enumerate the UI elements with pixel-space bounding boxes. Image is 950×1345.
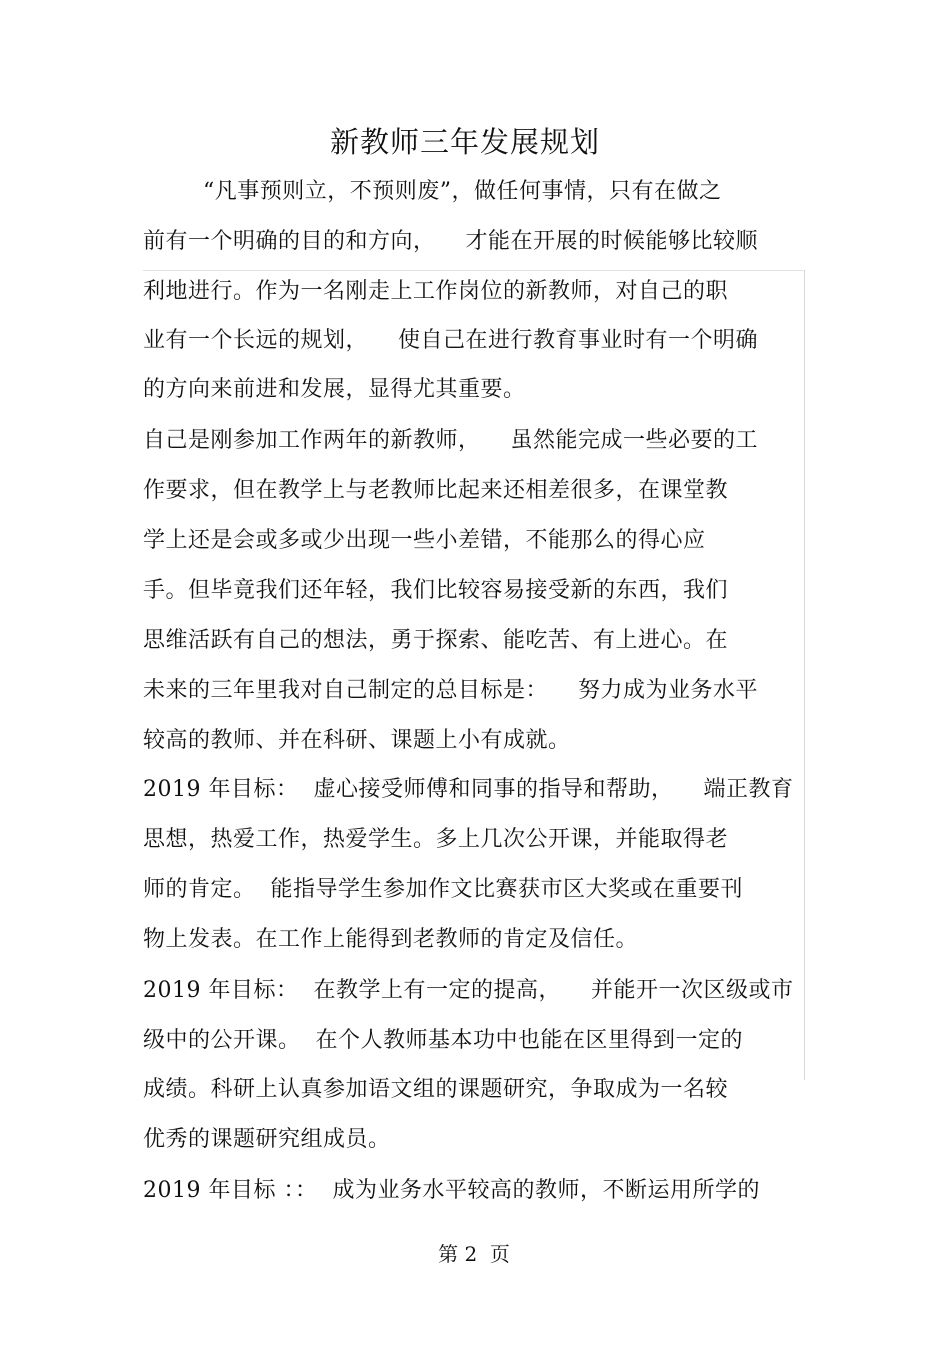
paragraph-line: 级中的公开课。 在个人教师基本功中也能在区里得到一定的	[143, 1028, 743, 1053]
paragraph-line: 的方向来前进和发展，显得尤其重要。	[143, 377, 526, 402]
paragraph-line: 2019 年目标 ：： 成为业务水平较高的教师，不断运用所学的	[143, 1178, 760, 1203]
paragraph-line: 优秀的课题研究组成员。	[143, 1127, 391, 1152]
frame-border-right	[804, 270, 805, 1080]
paragraph-line: 手。但毕竟我们还年轻，我们比较容易接受新的东西，我们	[143, 578, 729, 603]
paragraph-line: 物上发表。在工作上能得到老教师的肯定及信任。	[143, 927, 639, 952]
frame-border-top	[143, 270, 805, 271]
paragraph-line: 思维活跃有自己的想法，勇于探索、能吃苦、有上进心。在	[143, 628, 729, 653]
paragraph-line: 成绩。科研上认真参加语文组的课题研究，争取成为一名较	[143, 1077, 729, 1102]
paragraph-line: 较高的教师、并在科研、课题上小有成就。	[143, 728, 571, 753]
paragraph-line: 作要求，但在教学上与老教师比起来还相差很多，在课堂教	[143, 478, 729, 503]
document-title: 新教师三年发展规划	[329, 125, 600, 159]
paragraph-line: 2019 年目标： 虚心接受师傅和同事的指导和帮助， 端正教育	[143, 777, 794, 802]
paragraph-line: 学上还是会或多或少出现一些小差错，不能那么的得心应	[143, 528, 706, 553]
paragraph-line: 自己是刚参加工作两年的新教师， 虽然能完成一些必要的工	[143, 428, 758, 453]
paragraph-line: 业有一个长远的规划， 使自己在进行教育事业时有一个明确	[143, 328, 758, 353]
paragraph-line: 2019 年目标： 在教学上有一定的提高， 并能开一次区级或市	[143, 978, 794, 1003]
page-number: 第 2 页	[438, 1242, 510, 1266]
paragraph-line: 思想，热爱工作，热爱学生。多上几次公开课，并能取得老	[143, 827, 729, 852]
paragraph-line: 未来的三年里我对自己制定的总目标是： 努力成为业务水平	[143, 678, 758, 703]
paragraph-line: 前有一个明确的目的和方向， 才能在开展的时候能够比较顺	[143, 229, 758, 254]
paragraph-line: 师的肯定。 能指导学生参加作文比赛获市区大奖或在重要刊	[143, 877, 743, 902]
paragraph-line: 利地进行。作为一名刚走上工作岗位的新教师，对自己的职	[143, 279, 729, 304]
paragraph-line: “凡事预则立，不预则废”，做任何事情，只有在做之	[143, 179, 722, 204]
